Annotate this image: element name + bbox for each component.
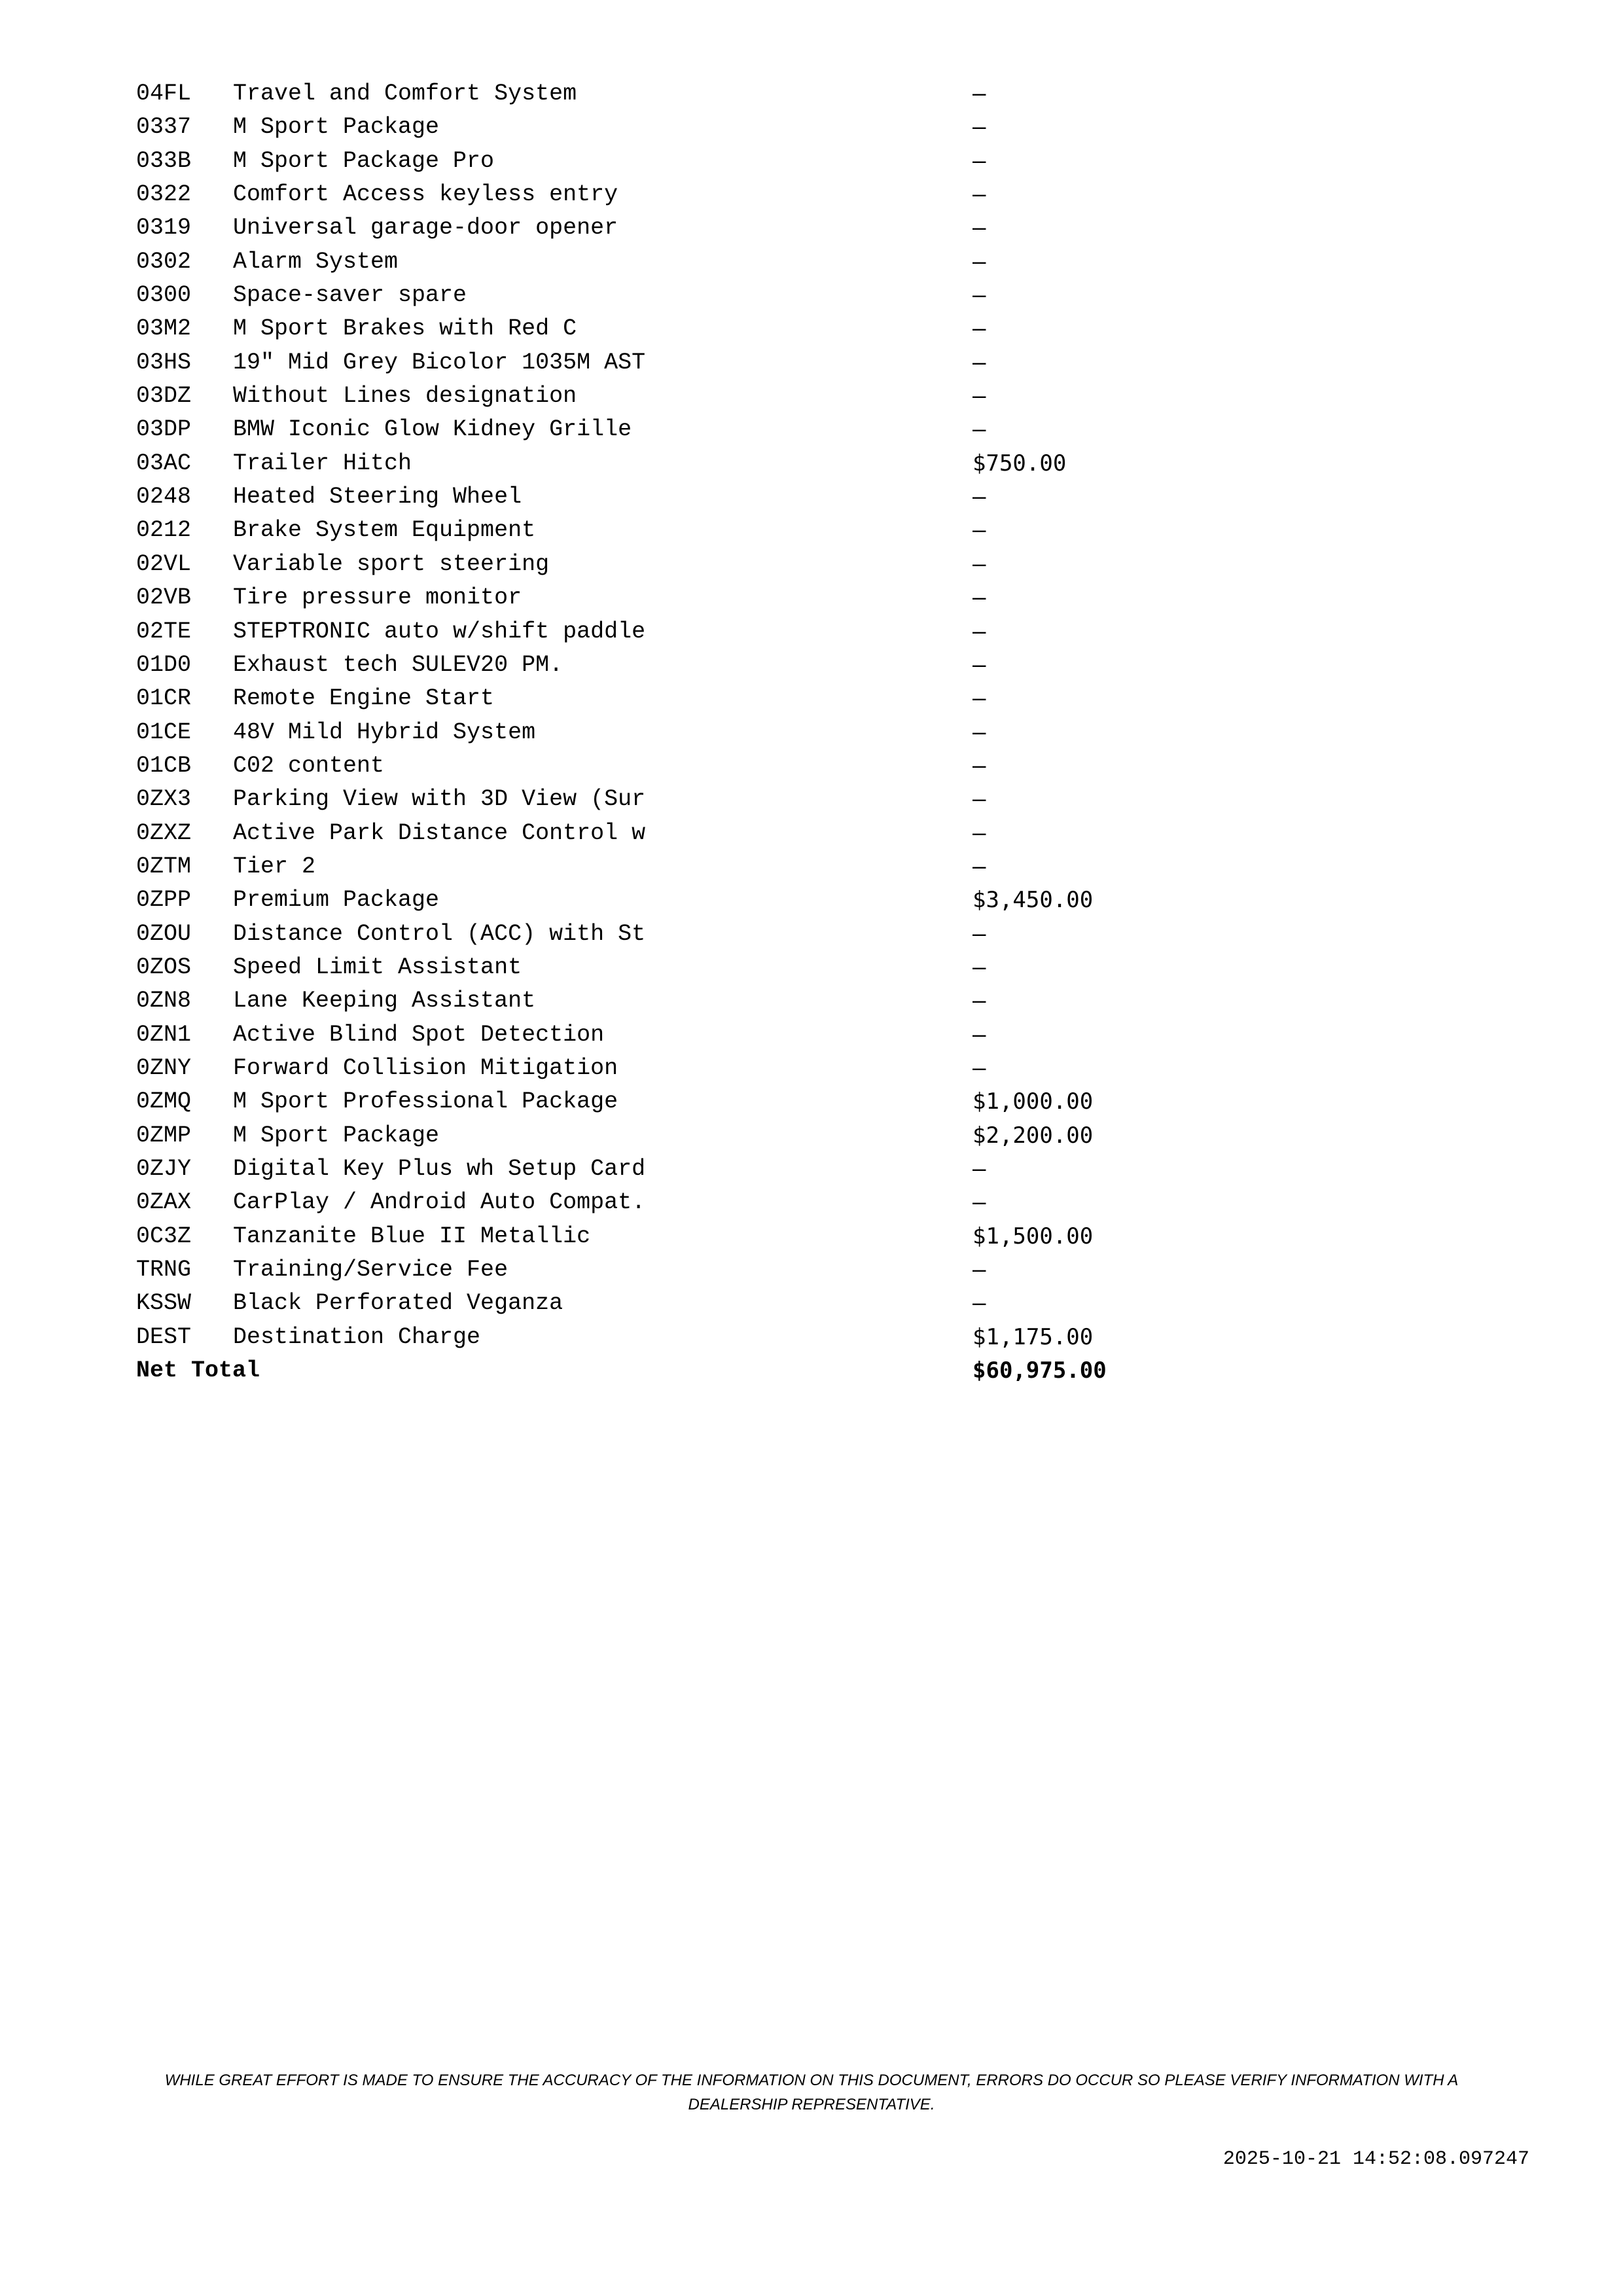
- option-description: Parking View with 3D View (Sur: [233, 786, 646, 813]
- table-row: [136, 1287, 1107, 1320]
- option-code: 04FL: [136, 81, 192, 107]
- net-total-label: Net Total: [136, 1357, 260, 1384]
- option-code: 03M2: [136, 315, 192, 342]
- option-code: 03AC: [136, 450, 192, 476]
- option-price: —: [972, 954, 986, 980]
- option-code: 0ZMP: [136, 1122, 192, 1149]
- table-row: [136, 346, 1107, 380]
- option-description: Forward Collision Mitigation: [233, 1054, 618, 1081]
- disclaimer-line-1: WHILE GREAT EFFORT IS MADE TO ENSURE THE ACCURACY OF THE INFORMATION ON THIS DOCUMENT, ERRORS DO OCCUR SO PLEASE VERIFY INFORMATION WITH A: [164, 2072, 1459, 2089]
- option-code: 02TE: [136, 618, 192, 645]
- table-row: [136, 749, 1107, 783]
- option-description: Speed Limit Assistant: [233, 954, 522, 980]
- table-row: [136, 245, 1107, 279]
- option-description: Brake System Equipment: [233, 517, 536, 544]
- table-row: [136, 1321, 1107, 1354]
- table-row: [136, 413, 1107, 446]
- option-code: 0302: [136, 248, 192, 275]
- option-code: 03HS: [136, 349, 192, 376]
- table-row: [136, 783, 1107, 816]
- option-price: —: [972, 349, 986, 376]
- table-row: [136, 178, 1107, 211]
- option-code: 0212: [136, 517, 192, 544]
- table-row: [136, 817, 1107, 850]
- option-price: —: [972, 248, 986, 275]
- table-row: [136, 682, 1107, 715]
- table-row: [136, 1119, 1107, 1153]
- disclaimer-line-2: DEALERSHIP REPRESENTATIVE.: [688, 2096, 935, 2113]
- option-description: Trailer Hitch: [233, 450, 412, 476]
- option-price: —: [972, 853, 986, 880]
- table-row: [136, 984, 1107, 1018]
- option-description: Space-saver spare: [233, 282, 467, 309]
- option-description: M Sport Package Pro: [233, 147, 495, 174]
- table-row: [136, 380, 1107, 413]
- option-code: 0300: [136, 282, 192, 309]
- option-price: $1,500.00: [972, 1223, 1094, 1249]
- option-price: —: [972, 618, 986, 645]
- option-price: —: [972, 114, 986, 141]
- option-price: —: [972, 1189, 986, 1216]
- option-price: $2,200.00: [972, 1122, 1094, 1149]
- table-row: [136, 480, 1107, 514]
- option-price: $1,000.00: [972, 1088, 1094, 1115]
- table-row: [136, 581, 1107, 615]
- option-price: $750.00: [972, 450, 1067, 476]
- option-description: Travel and Comfort System: [233, 81, 577, 107]
- option-code: 0319: [136, 215, 192, 242]
- option-price: —: [972, 1156, 986, 1182]
- option-code: 0ZX3: [136, 786, 192, 813]
- table-row: [136, 548, 1107, 581]
- option-description: Comfort Access keyless entry: [233, 181, 618, 208]
- option-price: $1,175.00: [972, 1323, 1094, 1350]
- footer-disclaimer: [0, 2068, 1623, 2117]
- net-total-amount: $60,975.00: [972, 1357, 1107, 1384]
- option-price: —: [972, 920, 986, 947]
- option-code: 03DZ: [136, 383, 192, 410]
- option-description: Heated Steering Wheel: [233, 484, 522, 511]
- option-price: —: [972, 651, 986, 678]
- option-code: 01CE: [136, 719, 192, 745]
- option-code: 01D0: [136, 651, 192, 678]
- option-description: Without Lines designation: [233, 383, 577, 410]
- option-code: 01CB: [136, 752, 192, 779]
- option-description: Universal garage-door opener: [233, 215, 618, 242]
- table-row: [136, 111, 1107, 144]
- table-row: [136, 312, 1107, 346]
- table-row: [136, 1186, 1107, 1219]
- option-price: —: [972, 484, 986, 511]
- option-price: —: [972, 752, 986, 779]
- option-description: Destination Charge: [233, 1323, 481, 1350]
- option-description: 19" Mid Grey Bicolor 1035M AST: [233, 349, 646, 376]
- option-price: —: [972, 1257, 986, 1283]
- option-code: 03DP: [136, 416, 192, 443]
- option-description: M Sport Package: [233, 114, 440, 141]
- option-price: —: [972, 81, 986, 107]
- table-row: [136, 918, 1107, 951]
- table-row: [136, 1052, 1107, 1085]
- table-row: [136, 615, 1107, 649]
- table-row: [136, 145, 1107, 178]
- option-description: M Sport Brakes with Red C: [233, 315, 577, 342]
- table-row: [136, 279, 1107, 312]
- option-price: —: [972, 719, 986, 745]
- options-rows-container: [136, 77, 1107, 1354]
- option-description: BMW Iconic Glow Kidney Grille: [233, 416, 632, 443]
- option-price: —: [972, 383, 986, 410]
- option-code: DEST: [136, 1323, 192, 1350]
- option-description: C02 content: [233, 752, 385, 779]
- option-price: —: [972, 1054, 986, 1081]
- option-description: Digital Key Plus wh Setup Card: [233, 1156, 646, 1182]
- option-price: —: [972, 416, 986, 443]
- option-description: M Sport Professional Package: [233, 1088, 618, 1115]
- option-price: —: [972, 584, 986, 611]
- table-row: [136, 1018, 1107, 1052]
- option-description: STEPTRONIC auto w/shift paddle: [233, 618, 646, 645]
- table-row: [136, 1253, 1107, 1287]
- option-code: 0322: [136, 181, 192, 208]
- option-price: —: [972, 786, 986, 813]
- table-row: [136, 951, 1107, 984]
- vehicle-options-table: [136, 77, 1107, 1388]
- option-price: —: [972, 147, 986, 174]
- table-row: [136, 514, 1107, 547]
- option-price: —: [972, 181, 986, 208]
- option-description: Premium Package: [233, 887, 440, 914]
- table-row: [136, 1085, 1107, 1119]
- option-code: 0ZXZ: [136, 819, 192, 846]
- option-code: 0ZOS: [136, 954, 192, 980]
- option-description: Black Perforated Veganza: [233, 1290, 563, 1317]
- option-code: 0ZPP: [136, 887, 192, 914]
- option-price: —: [972, 282, 986, 309]
- table-row: [136, 850, 1107, 884]
- option-code: 0337: [136, 114, 192, 141]
- option-description: Variable sport steering: [233, 550, 550, 577]
- option-code: 01CR: [136, 685, 192, 712]
- option-code: 0ZJY: [136, 1156, 192, 1182]
- option-price: $3,450.00: [972, 887, 1094, 914]
- option-description: Alarm System: [233, 248, 399, 275]
- option-description: CarPlay / Android Auto Compat.: [233, 1189, 646, 1216]
- option-code: KSSW: [136, 1290, 192, 1317]
- option-price: —: [972, 550, 986, 577]
- option-code: 033B: [136, 147, 192, 174]
- option-code: 02VL: [136, 550, 192, 577]
- option-code: 02VB: [136, 584, 192, 611]
- generation-timestamp: 2025-10-21 14:52:08.097247: [1222, 2148, 1529, 2170]
- table-row: [136, 77, 1107, 111]
- table-row: [136, 1153, 1107, 1186]
- option-price: —: [972, 988, 986, 1014]
- option-description: M Sport Package: [233, 1122, 440, 1149]
- table-row: [136, 447, 1107, 480]
- option-description: Lane Keeping Assistant: [233, 988, 536, 1014]
- option-description: Tier 2: [233, 853, 316, 880]
- table-row: [136, 211, 1107, 245]
- option-code: TRNG: [136, 1257, 192, 1283]
- option-price: —: [972, 1021, 986, 1048]
- option-description: Remote Engine Start: [233, 685, 495, 712]
- option-code: 0ZN8: [136, 988, 192, 1014]
- option-code: 0ZOU: [136, 920, 192, 947]
- option-code: 0248: [136, 484, 192, 511]
- option-description: Distance Control (ACC) with St: [233, 920, 646, 947]
- option-code: 0ZN1: [136, 1021, 192, 1048]
- option-price: —: [972, 517, 986, 544]
- option-code: 0ZTM: [136, 853, 192, 880]
- option-description: Training/Service Fee: [233, 1257, 508, 1283]
- option-description: Tanzanite Blue II Metallic: [233, 1223, 591, 1249]
- net-total-row: [136, 1354, 1107, 1388]
- option-description: Tire pressure monitor: [233, 584, 522, 611]
- table-row: [136, 884, 1107, 917]
- option-code: 0ZNY: [136, 1054, 192, 1081]
- table-row: [136, 649, 1107, 682]
- option-code: 0ZAX: [136, 1189, 192, 1216]
- table-row: [136, 716, 1107, 749]
- option-description: Active Park Distance Control w: [233, 819, 646, 846]
- option-description: Exhaust tech SULEV20 PM.: [233, 651, 563, 678]
- option-price: —: [972, 819, 986, 846]
- option-code: 0ZMQ: [136, 1088, 192, 1115]
- option-price: —: [972, 215, 986, 242]
- table-row: [136, 1220, 1107, 1253]
- option-price: —: [972, 685, 986, 712]
- option-code: 0C3Z: [136, 1223, 192, 1249]
- option-description: 48V Mild Hybrid System: [233, 719, 536, 745]
- option-price: —: [972, 315, 986, 342]
- option-description: Active Blind Spot Detection: [233, 1021, 605, 1048]
- option-price: —: [972, 1290, 986, 1317]
